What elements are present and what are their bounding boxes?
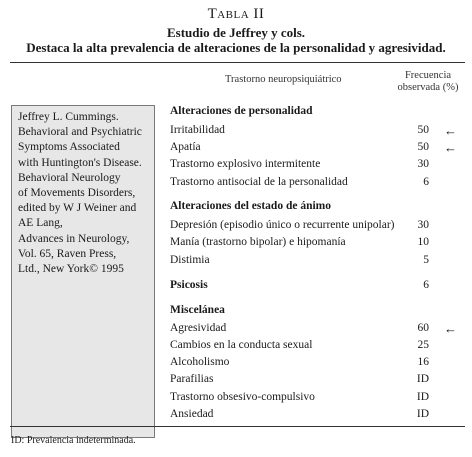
row-frequency-value: 50: [417, 141, 429, 153]
reference-line: edited by W J Weiner and: [18, 202, 137, 215]
row-label: Trastorno explosivo intermitente: [170, 158, 321, 170]
reference-line: Jeffrey L. Cummings.: [18, 111, 119, 123]
row-frequency-value: 16: [417, 356, 429, 368]
row-label: Distimia: [170, 254, 210, 266]
table-row: [170, 141, 465, 157]
table-row: [170, 254, 465, 270]
table-row: [170, 176, 465, 192]
table-row: [170, 322, 465, 338]
row-label: Cambios en la conducta sexual: [170, 339, 313, 351]
row-label: Irritabilidad: [170, 124, 225, 136]
row-label: Manía (trastorno bipolar) e hipomanía: [170, 236, 346, 248]
row-frequency-value: 6: [423, 176, 429, 188]
table-row: [170, 391, 465, 407]
table-row: [170, 236, 465, 252]
reference-line: Behavioral Neurology: [18, 171, 121, 184]
left-arrow-icon: ←: [444, 123, 457, 138]
table-section-row: [170, 200, 465, 216]
table-row: [170, 408, 465, 424]
row-label: Trastorno obsesivo-compulsivo: [170, 391, 315, 403]
reference-line: with Huntington's Disease.: [18, 156, 142, 169]
column-header-disorder: Trastorno neuropsiquiátrico: [225, 74, 342, 85]
row-frequency-value: 60: [417, 322, 429, 334]
reference-box: [11, 105, 155, 438]
table-row: [170, 219, 465, 235]
row-frequency-value: ID: [416, 408, 429, 420]
row-label: Psicosis: [170, 279, 208, 291]
table-row: [170, 158, 465, 174]
table-row: [170, 373, 465, 389]
table-section-row: [170, 304, 465, 320]
row-label: Alcoholismo: [170, 356, 230, 368]
table-section-row: [170, 105, 465, 121]
row-frequency-value: 6: [423, 279, 429, 291]
reference-line: Advances in Neurology,: [18, 232, 130, 245]
reference-line: Vol. 65, Raven Press,: [18, 247, 117, 260]
table-number: Tabla II: [207, 6, 265, 22]
row-frequency-value: 30: [417, 158, 429, 170]
row-frequency-value: 30: [417, 219, 429, 231]
row-label: Parafilias: [170, 373, 214, 385]
top-rule: [10, 62, 465, 63]
row-label: Apatía: [170, 141, 201, 153]
row-label: Trastorno antisocial de la personalidad: [170, 176, 348, 188]
row-label: Alteraciones del estado de ánimo: [170, 200, 331, 212]
reference-line: Symptoms Associated: [18, 141, 120, 154]
column-header-frequency-line1: Frecuencia: [404, 70, 452, 81]
row-frequency-value: 25: [417, 339, 429, 351]
table-row: [170, 339, 465, 355]
row-label: Alteraciones de personalidad: [170, 105, 313, 117]
reference-line: Ltd., New York© 1995: [18, 263, 124, 276]
row-frequency-value: 5: [423, 254, 429, 266]
row-label: Agresividad: [170, 322, 227, 334]
table-subtitle: Destaca la alta prevalencia de alteraciones de la personalidad y agresividad.: [26, 40, 446, 55]
reference-line: AE Lang,: [18, 217, 63, 230]
row-label: Ansiedad: [170, 408, 214, 420]
table-section-row: [170, 279, 465, 295]
row-label: Miscelánea: [170, 304, 225, 316]
column-header-frequency-line2: observada (%): [397, 82, 459, 93]
row-label: Depresión (episodio único o recurrente unipolar): [170, 219, 395, 231]
footnote: ID: Prevalencia indeterminada.: [11, 435, 136, 446]
reference-line: of Movements Disorders,: [18, 187, 136, 200]
left-arrow-icon: ←: [444, 140, 457, 155]
row-frequency-value: ID: [416, 373, 429, 385]
bottom-rule: [10, 426, 465, 427]
row-frequency-value: 10: [417, 236, 429, 248]
row-frequency-value: 50: [417, 124, 429, 136]
column-header-frequency: [388, 70, 468, 94]
reference-line: Behavioral and Psychiatric: [18, 126, 142, 139]
row-frequency-value: ID: [416, 391, 429, 403]
table-row: [170, 124, 465, 140]
table-row: [170, 356, 465, 372]
table-title: Estudio de Jeffrey y cols.: [166, 25, 306, 40]
left-arrow-icon: ←: [444, 321, 457, 336]
